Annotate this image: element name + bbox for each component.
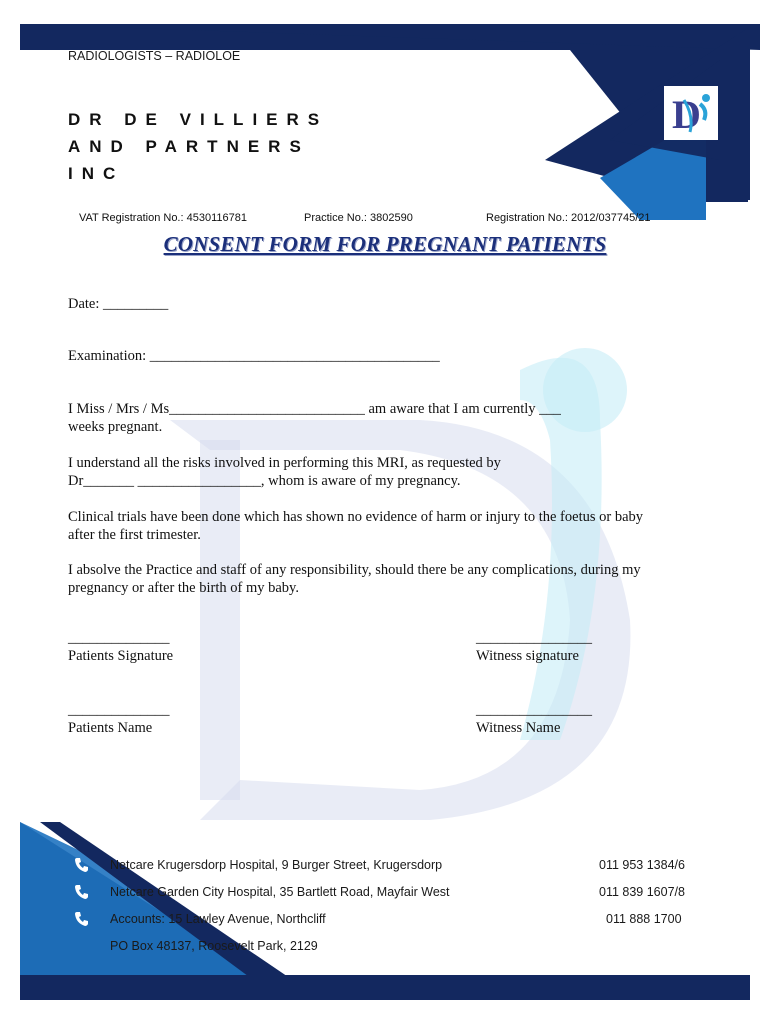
witness-name-label: Witness Name	[476, 720, 561, 736]
phone-icon	[73, 883, 91, 901]
examination-field[interactable]: Examination: ________________________________________	[68, 348, 440, 364]
po-box: PO Box 48137, Roosevelt Park, 2129	[110, 939, 318, 953]
vat-registration: VAT Registration No.: 4530116781	[79, 212, 247, 224]
patient-signature-blank[interactable]: ______________	[68, 630, 170, 646]
date-field[interactable]: Date: _________	[68, 296, 169, 312]
weeks-pregnant-line: weeks pregnant.	[68, 419, 163, 435]
understand-line: I understand all the risks involved in performing this MRI, as requested by	[68, 455, 501, 471]
phone-krugersdorp[interactable]: 011 953 1384/6	[599, 858, 685, 872]
practice-number: Practice No.: 3802590	[304, 212, 413, 224]
patient-signature-label: Patients Signature	[68, 648, 174, 664]
phone-icon	[73, 856, 91, 874]
practice-name-line: INC	[68, 164, 125, 183]
practice-name-line: DR DE VILLIERS	[68, 110, 329, 129]
patient-name-blank[interactable]: ______________	[68, 702, 170, 718]
doctor-name-line[interactable]: Dr_______ _________________, whom is aware of my pregnancy.	[68, 473, 461, 489]
phone-icon	[73, 910, 91, 928]
absolve-paragraph: I absolve the Practice and staff of any responsibility, should there be any complications, during my pregnancy or after the birth of my baby.	[68, 562, 641, 596]
phone-accounts[interactable]: 011 888 1700	[606, 912, 682, 926]
form-title: CONSENT FORM FOR PREGNANT PATIENTS	[163, 232, 607, 256]
phone-garden-city[interactable]: 011 839 1607/8	[599, 885, 685, 899]
clinical-trials-paragraph: Clinical trials have been done which has shown no evidence of harm or injury to the foetus or baby after the first trimester.	[68, 509, 644, 543]
patient-name-label: Patients Name	[68, 720, 153, 736]
registration-number: Registration No.: 2012/037745/21	[486, 212, 651, 224]
witness-name-blank[interactable]: ________________	[476, 702, 592, 718]
svg-text:D: D	[672, 92, 701, 137]
patient-name-line[interactable]: I Miss / Mrs / Ms___________________________ am aware that I am currently ___	[68, 401, 561, 417]
witness-signature-blank[interactable]: ________________	[476, 630, 592, 646]
address-garden-city: Netcare Garden City Hospital, 35 Bartlett Road, Mayfair West	[110, 885, 450, 899]
address-krugersdorp: Netcare Krugersdorp Hospital, 9 Burger Street, Krugersdorp	[110, 858, 443, 872]
address-accounts: Accounts: 15 Lawley Avenue, Northcliff	[110, 912, 326, 926]
practice-name-line: AND PARTNERS	[68, 137, 310, 156]
witness-signature-label: Witness signature	[476, 648, 579, 664]
practice-type: RADIOLOGISTS – RADIOLOE	[68, 49, 241, 63]
